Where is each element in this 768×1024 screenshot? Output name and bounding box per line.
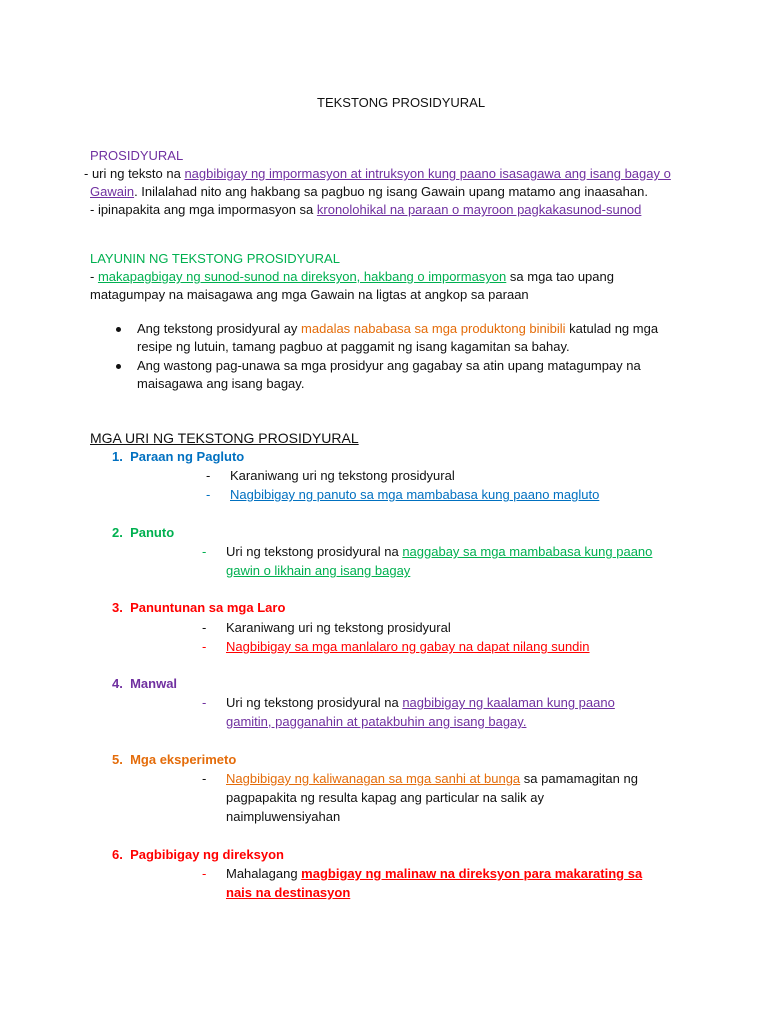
list-item-4-title (112, 675, 177, 693)
item-title: Paraan ng Pagluto (130, 449, 245, 464)
definition-line-2 (90, 183, 648, 201)
bullet-1-line-2: resipe ng lutuin, tamang pagbuo at paggamit ng isang kagamitan sa bahay. (137, 339, 570, 354)
highlight-text: Nagbibigay ng panuto sa mga mambabasa kung paano magluto (230, 487, 600, 502)
highlight-text: magbigay ng malinaw na direksyon para makarating sa (301, 866, 643, 881)
list-item-6-desc-1: - Mahalagang magbigay ng malinaw na direksyon para makarating sa (202, 866, 643, 881)
list-item-6-desc-2 (226, 884, 350, 902)
list-item-3-desc-1: - Karaniwang uri ng tekstong prosidyural (202, 620, 451, 635)
list-item-3-desc-2: - Nagbibigay sa mga manlalaro ng gabay na dapat nilang sundin (202, 639, 590, 654)
list-item-1-desc-1: - Karaniwang uri ng tekstong prosidyural (206, 468, 455, 483)
text-plain: - (90, 269, 98, 284)
item-number: 6. (112, 847, 123, 862)
list-item-5-desc-3: naimpluwensiyahan (226, 809, 341, 824)
layunin-line-2: matagumpay na maisagawa ang mga Gawain na ligtas at angkop sa paraan (90, 287, 529, 302)
text-plain: . Inilalahad nito ang hakbang sa pagbuo ng isang Gawain upang matamo ang inaasahan. (134, 184, 648, 199)
highlight-text: Gawain (90, 184, 135, 199)
definition-line-1 (84, 165, 671, 183)
list-item-2-title (112, 524, 174, 542)
highlight-text: kronolohikal na paraan o mayroon pagkakasunod-sunod (316, 202, 642, 217)
highlight-text: Nagbibigay sa mga manlalaro ng gabay na dapat nilang sundin (226, 639, 590, 654)
highlight-text: Nagbibigay ng kaliwanagan sa mga sanhi at bunga (226, 771, 521, 786)
section-heading-prosidyural: PROSIDYURAL (90, 148, 184, 163)
highlight-text: makapagbigay ng sunod-sunod na direksyon, hakbang o impormasyon (97, 269, 507, 284)
bullet-2-line-2: maisagawa ang isang bagay. (137, 376, 305, 391)
list-item-3-title (112, 599, 285, 617)
list-item-5-desc-1: - Nagbibigay ng kaliwanagan sa mga sanhi at bunga sa pamamagitan ng (202, 771, 638, 786)
item-title: Panuto (130, 525, 175, 540)
list-item-5-desc-2: pagpapakita ng resulta kapag ang particular na salik ay (226, 790, 544, 805)
item-number: 3. (112, 600, 123, 615)
text-plain: sa pamamagitan ng (520, 771, 638, 786)
item-number: 1. (112, 449, 123, 464)
item-number: 5. (112, 752, 123, 767)
list-item-1-desc-2: - Nagbibigay ng panuto sa mga mambabasa kung paano magluto (206, 487, 600, 502)
page-title: TEKSTONG PROSIDYURAL (317, 95, 486, 110)
text-plain: Ang tekstong prosidyural ay (137, 321, 302, 336)
item-title: Mga eksperimeto (130, 752, 237, 767)
bullet-2-line-1: Ang wastong pag-unawa sa mga prosidyur ang gagabay sa atin upang matagumpay na (137, 358, 641, 373)
item-title: Manwal (130, 676, 178, 691)
list-item-1-title (112, 448, 244, 466)
highlight-text: gamitin, pagganahin at patakbuhin ang isang bagay. (226, 714, 527, 729)
highlight-text: gawin o likhain ang isang bagay (226, 563, 411, 578)
highlight-text: naggabay sa mga mambabasa kung paano (402, 544, 653, 559)
list-item-4-desc-2 (226, 713, 526, 731)
list-item-2-desc-1: - Uri ng tekstong prosidyural na naggabay sa mga mambabasa kung paano (202, 544, 653, 559)
item-number: 2. (112, 525, 123, 540)
section-heading-uri: MGA URI NG TEKSTONG PROSIDYURAL (90, 430, 359, 446)
highlight-text: nagbibigay ng kaalaman kung paano (402, 695, 615, 710)
bullet-dot (116, 364, 121, 369)
text-plain: katulad ng mga (565, 321, 659, 336)
definition-line-3 (90, 201, 641, 219)
text-plain: Uri ng tekstong prosidyural na (226, 544, 403, 559)
text-plain: Mahalagang (226, 866, 302, 881)
text-plain: Karaniwang uri ng tekstong prosidyural (226, 620, 451, 635)
list-item-2-desc-2 (226, 562, 410, 580)
text-plain: - ipinapakita ang mga impormasyon sa (90, 202, 317, 217)
highlight-text: nagbibigay ng impormasyon at intruksyon kung paano isasagawa ang isang bagay o (184, 166, 671, 181)
list-item-6-title (112, 846, 284, 864)
text-plain: - uri ng teksto na (84, 166, 185, 181)
list-item-4-desc-1: - Uri ng tekstong prosidyural na nagbibigay ng kaalaman kung paano (202, 695, 615, 710)
item-title: Panuntunan sa mga Laro (130, 600, 286, 615)
list-item-5-title (112, 751, 236, 769)
item-title: Pagbibigay ng direksyon (130, 847, 284, 862)
section-heading-layunin: LAYUNIN NG TEKSTONG PROSIDYURAL (90, 251, 340, 266)
bullet-dot (116, 327, 121, 332)
text-plain: Uri ng tekstong prosidyural na (226, 695, 403, 710)
bullet-1-line-1 (137, 320, 658, 338)
highlight-text: nais na destinasyon (226, 885, 351, 900)
highlight-text: madalas nababasa sa mga produktong binibili (301, 321, 566, 336)
layunin-line-1 (90, 268, 614, 286)
item-number: 4. (112, 676, 123, 691)
text-plain: Karaniwang uri ng tekstong prosidyural (230, 468, 455, 483)
text-plain: sa mga tao upang (506, 269, 614, 284)
